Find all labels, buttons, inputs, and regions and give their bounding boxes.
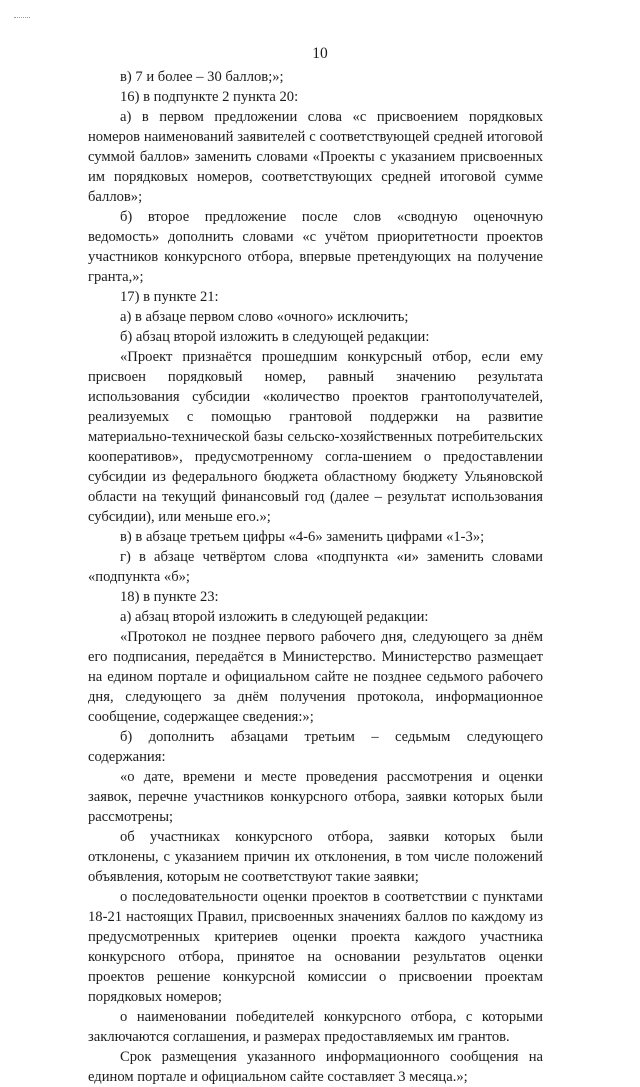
paragraph-17: о последовательности оценки проектов в соответствии с пунктами 18-21 настоящих Правил, присвоенных значениях баллов по каждому из предусмотренных критериев оценки проекта каждого участника конкурсного отбора, принятое на основании результатов оценки проектов решение конкурсной комиссии о присвоении проектам порядковых номеров; [88,889,543,1005]
paragraph-15: «о дате, времени и месте проведения рассмотрения и оценки заявок, перечне участников конкурсного отбора, заявки которых были рассмотрены; [88,769,543,825]
page-number: 10 [312,45,328,62]
paragraph-9: в) в абзаце третьем цифры «4-6» заменить цифрами «1-3»; [120,529,485,545]
paragraph-1: в) 7 и более – 30 баллов;»; [120,69,284,85]
paragraph-5: 17) в пункте 21: [120,289,219,305]
paragraph-13: «Протокол не позднее первого рабочего дня, следующего за днём его подписания, передаётся в Министерство. Министерство размещает на едином портале и официальном сайте не позднее седьмого рабочего дня, следующего за днём получения протокола, информационное сообщение, содержащее сведения:»; [88,629,543,725]
paragraph-12: а) абзац второй изложить в следующей редакции: [120,609,429,625]
paragraph-2: 16) в подпункте 2 пункта 20: [120,89,299,105]
paragraph-11: 18) в пункте 23: [120,589,219,605]
paragraph-16: об участниках конкурсного отбора, заявки которых были отклонены, с указанием причин их отклонения, в том числе положений объявления, которым не соответствуют такие заявки; [88,829,543,885]
paragraph-4: б) второе предложение после слов «сводную оценочную ведомость» дополнить словами «с учётом приоритетности проектов участников конкурсного отбора, впервые претендующих на получение гранта,»; [88,209,543,285]
paragraph-19: Срок размещения указанного информационного сообщения на едином портале и официальном сайте составляет 3 месяца.»; [88,1049,543,1085]
paragraph-6: а) в абзаце первом слово «очного» исключить; [120,309,409,325]
paragraph-8: «Проект признаётся прошедшим конкурсный отбор, если ему присвоен порядковый номер, равный значению результата использования субсидии «количество проектов грантополучателей, реализуемых с помощью грантовой поддержки на развитие материально-технической базы сельско-хозяйственных потребительских кооперативов», предусмотренному согла-шением о предоставлении субсидии из федерального бюджета областному бюджету Ульяновской области на текущий финансовый год (далее – результат использования субсидии), или меньше его.»; [88,349,543,525]
paragraph-10: г) в абзаце четвёртом слова «подпункта «и» заменить словами «подпункта «б»; [88,549,543,585]
scan-margin-mark [14,17,30,18]
paragraph-18: о наименовании победителей конкурсного отбора, с которыми заключаются соглашения, и размерах предоставляемых им грантов. [88,1009,543,1045]
paragraph-3: а) в первом предложении слова «с присвоением порядковых номеров наименований заявителей с соответствующей средней итоговой суммой баллов» заменить словами «Проекты с указанием присвоенных им порядковых номеров, соответствующих средней итоговой сумме баллов»; [88,109,543,205]
paragraph-7: б) абзац второй изложить в следующей редакции: [120,329,430,345]
document-body [88,67,543,1087]
paragraph-14: б) дополнить абзацами третьим – седьмым следующего содержания: [88,729,543,765]
